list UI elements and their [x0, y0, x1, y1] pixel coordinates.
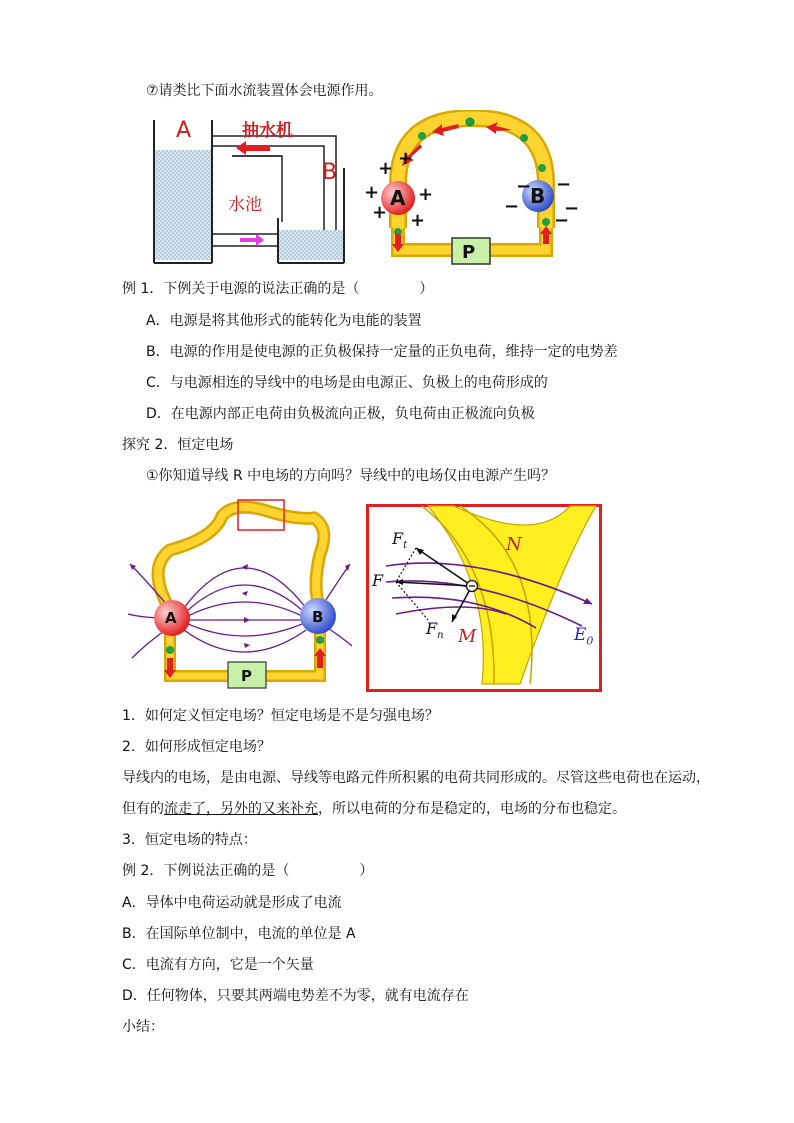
field-e0-label: $E_0$ [574, 625, 594, 648]
plus-sign: + [398, 148, 414, 169]
example2-option-a: A．导体中电荷运动就是形成了电流 [122, 895, 342, 911]
minus-sign: − [556, 174, 572, 195]
plus-sign: + [410, 210, 426, 231]
section-1-question: 1．如何定义恒定电场？恒定电场是不是匀强电场？ [122, 708, 439, 724]
pump-label: 抽水机 [242, 121, 293, 141]
plus-sign: + [364, 182, 380, 203]
explore2-title: 探究 2．恒定电场 [122, 437, 234, 453]
force-ft-label: $F_t$ [392, 529, 408, 552]
section-2-question: 2．如何形成恒定电场？ [122, 739, 271, 755]
example2-question: 例 2．下例说法正确的是（ ） [122, 863, 374, 879]
tank-a-label: A [176, 118, 192, 143]
example2-option-d: D．任何物体，只要其两端电势差不为零，就有电流存在 [122, 988, 469, 1004]
example2-option-b: B．在国际单位制中，电流的单位是 A [122, 926, 356, 942]
minus-sign: − [564, 198, 580, 219]
section-3-question: 3．恒定电场的特点： [122, 832, 257, 848]
example1-option-b: B．电源的作用是使电源的正负极保持一定量的正负电荷，维持一定的电势差 [146, 344, 618, 360]
force-fn-label: $F_n$ [426, 619, 444, 642]
summary-label: 小结： [122, 1019, 164, 1035]
circuit-p-label: P [462, 242, 476, 263]
region-n-label: N [506, 534, 522, 555]
region-m-label: M [458, 626, 477, 647]
example2-option-c: C．电流有方向，它是一个矢量 [122, 957, 314, 973]
field-p-label: P [241, 667, 252, 685]
field-sphere-b-label: B [312, 608, 324, 626]
field-sphere-a-label: A [165, 609, 177, 627]
section-2-answer-line2: 但有的流走了，另外的又来补充，所以电荷的分布是稳定的，电场的分布也稳定。 [122, 801, 626, 817]
force-f-label: F [372, 571, 384, 590]
pool-label: 水池 [228, 195, 262, 215]
plus-sign: + [372, 202, 388, 223]
example1-option-a: A．电源是将其他形式的能转化为电能的装置 [146, 313, 422, 329]
explore2-question: ①你知道导线 R 中电场的方向吗？导线中的电场仅由电源产生吗？ [146, 468, 556, 484]
example1-option-d: D．在电源内部正电荷由负极流向正极，负电荷由正极流向负极 [146, 406, 535, 422]
tank-b-label: B [322, 160, 338, 185]
minus-sign: − [516, 176, 532, 197]
sphere-a-label: A [390, 186, 406, 210]
plus-sign: + [418, 184, 434, 205]
plus-sign: + [378, 158, 394, 179]
example1-question: 例 1．下例关于电源的说法正确的是（ ） [122, 281, 434, 297]
minus-sign: − [504, 196, 520, 217]
sphere-b-label: B [530, 184, 546, 208]
section-2-answer-line1: 导线内的电场，是由电源、导线等电路元件所积累的电荷共同形成的。尽管这些电荷也在运动， [122, 770, 710, 786]
intro-text: ⑦请类比下面水流装置体会电源作用。 [146, 83, 383, 99]
example1-option-c: C．与电源相连的导线中的电场是由电源正、负极上的电荷形成的 [146, 375, 548, 391]
minus-sign: − [554, 210, 570, 231]
